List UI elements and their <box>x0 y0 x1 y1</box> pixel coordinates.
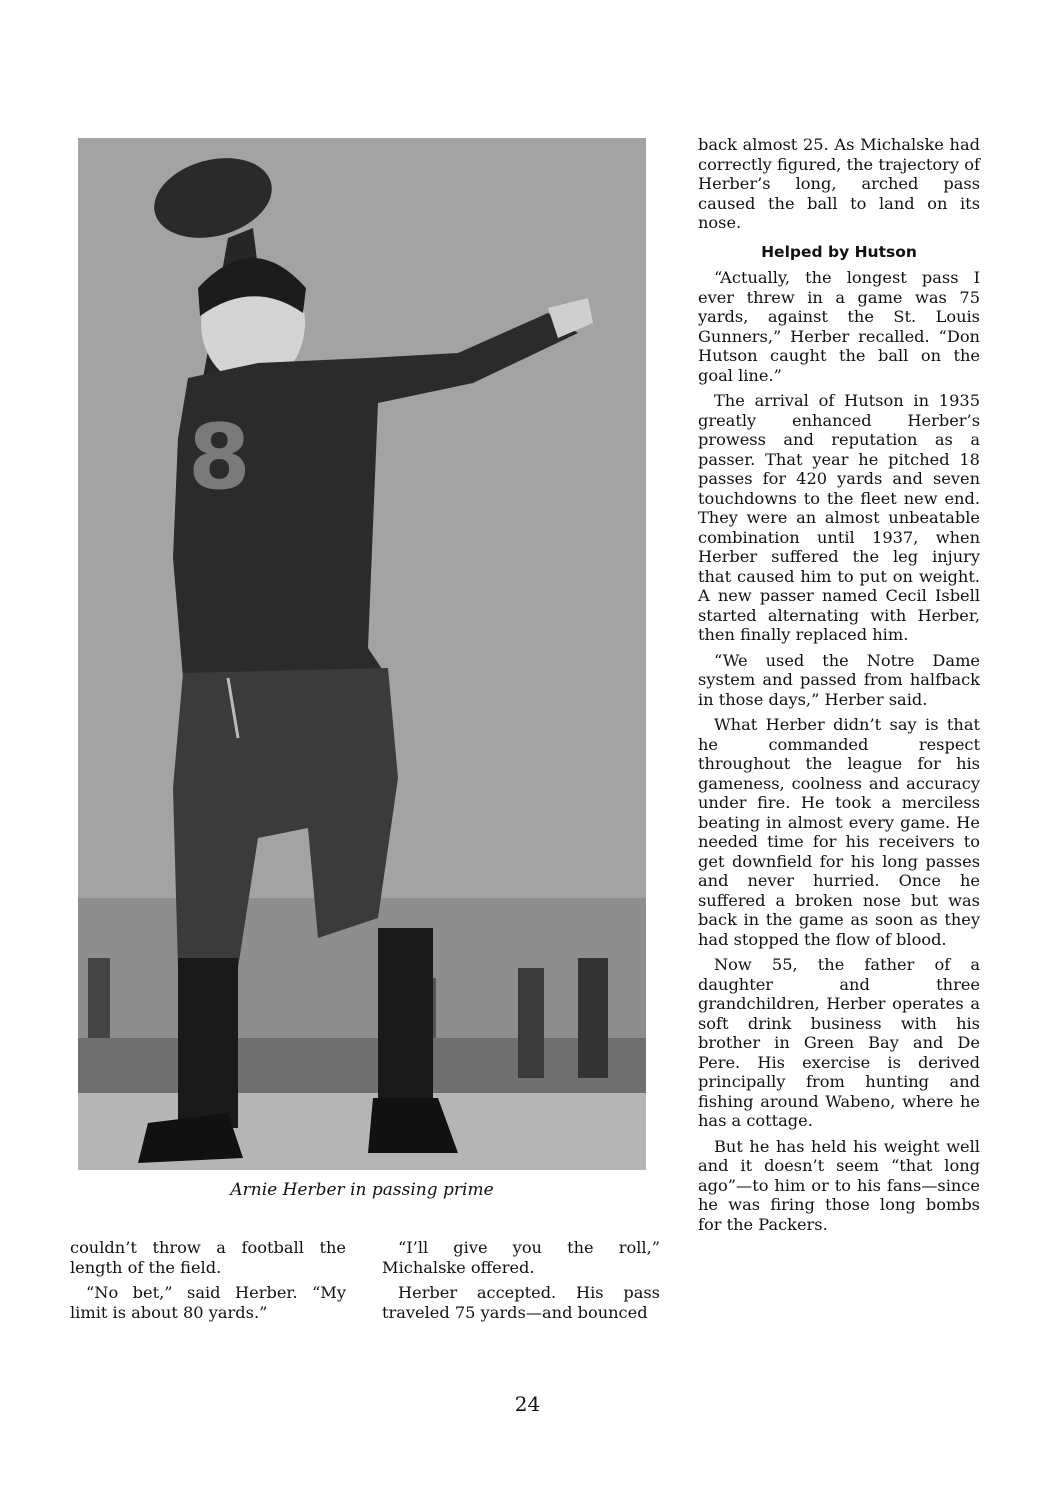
page-number: 24 <box>514 1392 541 1416</box>
paragraph: The arrival of Hutson in 1935 greatly enhanced Herber’s prowess and reputation as a passer. That year he pitched 18 passes for 420 yards and seven touchdowns to the fleet new end. They were an almost unbeatable combination until 1937, when Herber suffered the leg injury that caused him to put on weight. A new passer named Cecil Isbell started alternating with Herber, then finally replaced him. <box>698 391 980 644</box>
paragraph: What Herber didn’t say is that he commanded respect throughout the league for his gameness, coolness and accuracy under fire. He took a merciless beating in almost every game. He needed time for his receivers to get downfield for his long passes and never hurried. Once he suffered a broken nose but was back in the game as soon as they had stopped the flow of blood. <box>698 715 980 949</box>
paragraph: “No bet,” said Herber. “My limit is about 80 yards.” <box>70 1283 346 1322</box>
column-1 <box>70 1238 346 1328</box>
football-player-photo-icon <box>78 138 646 1170</box>
paragraph: Now 55, the father of a daughter and three grandchildren, Herber operates a soft drink business with his brother in Green Bay and De Pere. His exercise is derived principally from hunting and fishing around Wabeno, where he has a cottage. <box>698 955 980 1130</box>
paragraph: “Actually, the longest pass I ever threw in a game was 75 yards, against the St. Louis Gunners,” Herber recalled. “Don Hutson caught the ball on the goal line.” <box>698 268 980 385</box>
paragraph: Herber accepted. His pass traveled 75 yards—and bounced <box>382 1283 660 1322</box>
section-subhead: Helped by Hutson <box>761 242 917 261</box>
photo-caption: Arnie Herber in passing prime <box>230 1180 494 1200</box>
paragraph: “We used the Notre Dame system and passed from halfback in those days,” Herber said. <box>698 650 980 709</box>
jersey-number: 8 <box>188 405 251 510</box>
column-3 <box>698 135 980 1240</box>
paragraph: “I’ll give you the roll,” Michalske offered. <box>382 1238 660 1277</box>
paragraph: couldn’t throw a football the length of the field. <box>70 1238 346 1277</box>
column-2 <box>382 1238 660 1328</box>
paragraph: back almost 25. As Michalske had correctly figured, the trajectory of Herber’s long, arched pass caused the ball to land on its nose. <box>698 135 980 232</box>
paragraph: But he has held his weight well and it doesn’t seem “that long ago”—to him or to his fans—since he was firing those long bombs for the Packers. <box>698 1136 980 1234</box>
player-photo <box>78 138 646 1170</box>
